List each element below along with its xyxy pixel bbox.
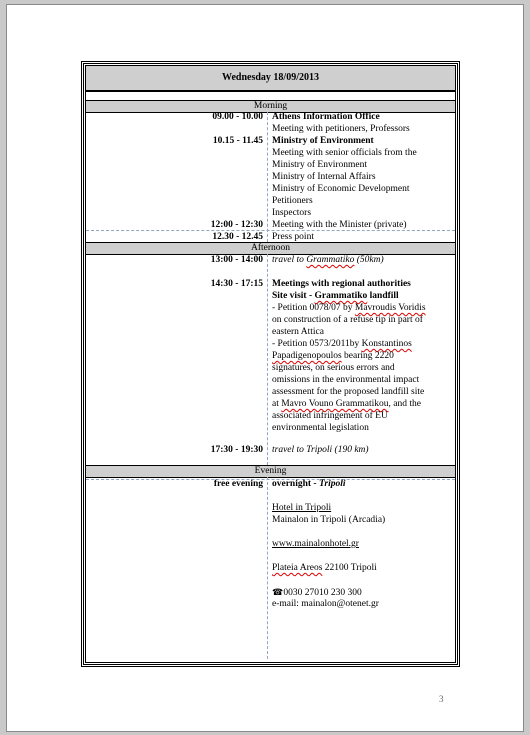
event-title: Site visit - Grammatiko landfill bbox=[272, 291, 399, 301]
time-slot: 09.00 - 10.00 bbox=[212, 112, 263, 122]
event-detail: Inspectors bbox=[272, 208, 312, 218]
event-detail: Papadigenopoulos bearing 2220 bbox=[272, 351, 394, 361]
column-divider bbox=[267, 254, 268, 465]
event-title: Ministry of Environment bbox=[272, 136, 374, 146]
event-detail: Meeting with petitioners, Professors bbox=[272, 124, 410, 134]
event-title: Meetings with regional authorities bbox=[272, 279, 411, 289]
event-detail: Meeting with the Minister (private) bbox=[272, 220, 407, 230]
hotel-phone: ☎ 0030 27010 230 300 bbox=[272, 587, 362, 598]
hotel-name: Mainalon in Tripoli (Arcadia) bbox=[272, 515, 386, 525]
event-detail: signatures, on serious errors and bbox=[272, 363, 395, 373]
event-title: Athens Information Office bbox=[272, 112, 380, 122]
row-divider bbox=[86, 479, 455, 480]
event-detail: eastern Attica bbox=[272, 327, 324, 337]
event-title: overnight - Tripoli bbox=[272, 479, 346, 489]
event-detail: Ministry of Internal Affairs bbox=[272, 172, 376, 182]
event-detail: - Petition 0078/07 by Mavroudis Voridis bbox=[272, 303, 426, 313]
event-detail: Press point bbox=[272, 232, 314, 242]
event-detail: assessment for the proposed landfill site bbox=[272, 387, 425, 397]
column-divider bbox=[267, 112, 268, 242]
page-number: 3 bbox=[439, 694, 444, 704]
schedule-table bbox=[81, 61, 460, 667]
time-slot: 12:00 - 12:30 bbox=[210, 220, 263, 230]
event-detail: on construction of a refuse tip in part of bbox=[272, 315, 423, 325]
section-afternoon: Afternoon bbox=[86, 242, 455, 255]
time-slot: 14:30 - 17:15 bbox=[210, 279, 263, 289]
section-morning: Morning bbox=[86, 100, 455, 113]
event-detail: travel to Grammatiko (50km) bbox=[272, 255, 384, 265]
event-detail: Petitioners bbox=[272, 196, 313, 206]
time-slot: free evening bbox=[213, 479, 263, 489]
event-detail: travel to Tripoli (190 km) bbox=[272, 445, 369, 455]
event-detail: Meeting with senior officials from the bbox=[272, 148, 417, 158]
time-slot: 17:30 - 19:30 bbox=[210, 445, 263, 455]
section-evening: Evening bbox=[86, 465, 455, 478]
event-detail: - Petition 0573/2011by Konstantinos bbox=[272, 339, 412, 349]
hotel-website-link[interactable]: www.mainalonhotel.gr bbox=[272, 539, 359, 549]
column-divider bbox=[267, 477, 268, 659]
event-detail: Ministry of Environment bbox=[272, 160, 367, 170]
time-slot: 10.15 - 11.45 bbox=[212, 136, 263, 146]
time-slot: 13:00 - 14:00 bbox=[210, 255, 263, 265]
hotel-address: Plateia Areos 22100 Tripoli bbox=[272, 563, 377, 573]
event-detail: associated infringement of EU bbox=[272, 411, 388, 421]
phone-icon: ☎ bbox=[272, 587, 284, 597]
event-detail: omissions in the environmental impact bbox=[272, 375, 420, 385]
schedule-title: Wednesday 18/09/2013 bbox=[86, 66, 455, 92]
time-slot: 12.30 - 12.45 bbox=[212, 232, 263, 242]
event-detail: Ministry of Economic Development bbox=[272, 184, 410, 194]
hotel-email: e-mail: mainalon@otenet.gr bbox=[272, 599, 379, 609]
event-detail: environmental legislation bbox=[272, 423, 369, 433]
event-detail: at Mavro Vouno Grammatikou, and the bbox=[272, 399, 421, 409]
row-divider bbox=[86, 230, 455, 231]
document-page bbox=[6, 4, 524, 732]
hotel-label: Hotel in Tripoli bbox=[272, 503, 332, 513]
